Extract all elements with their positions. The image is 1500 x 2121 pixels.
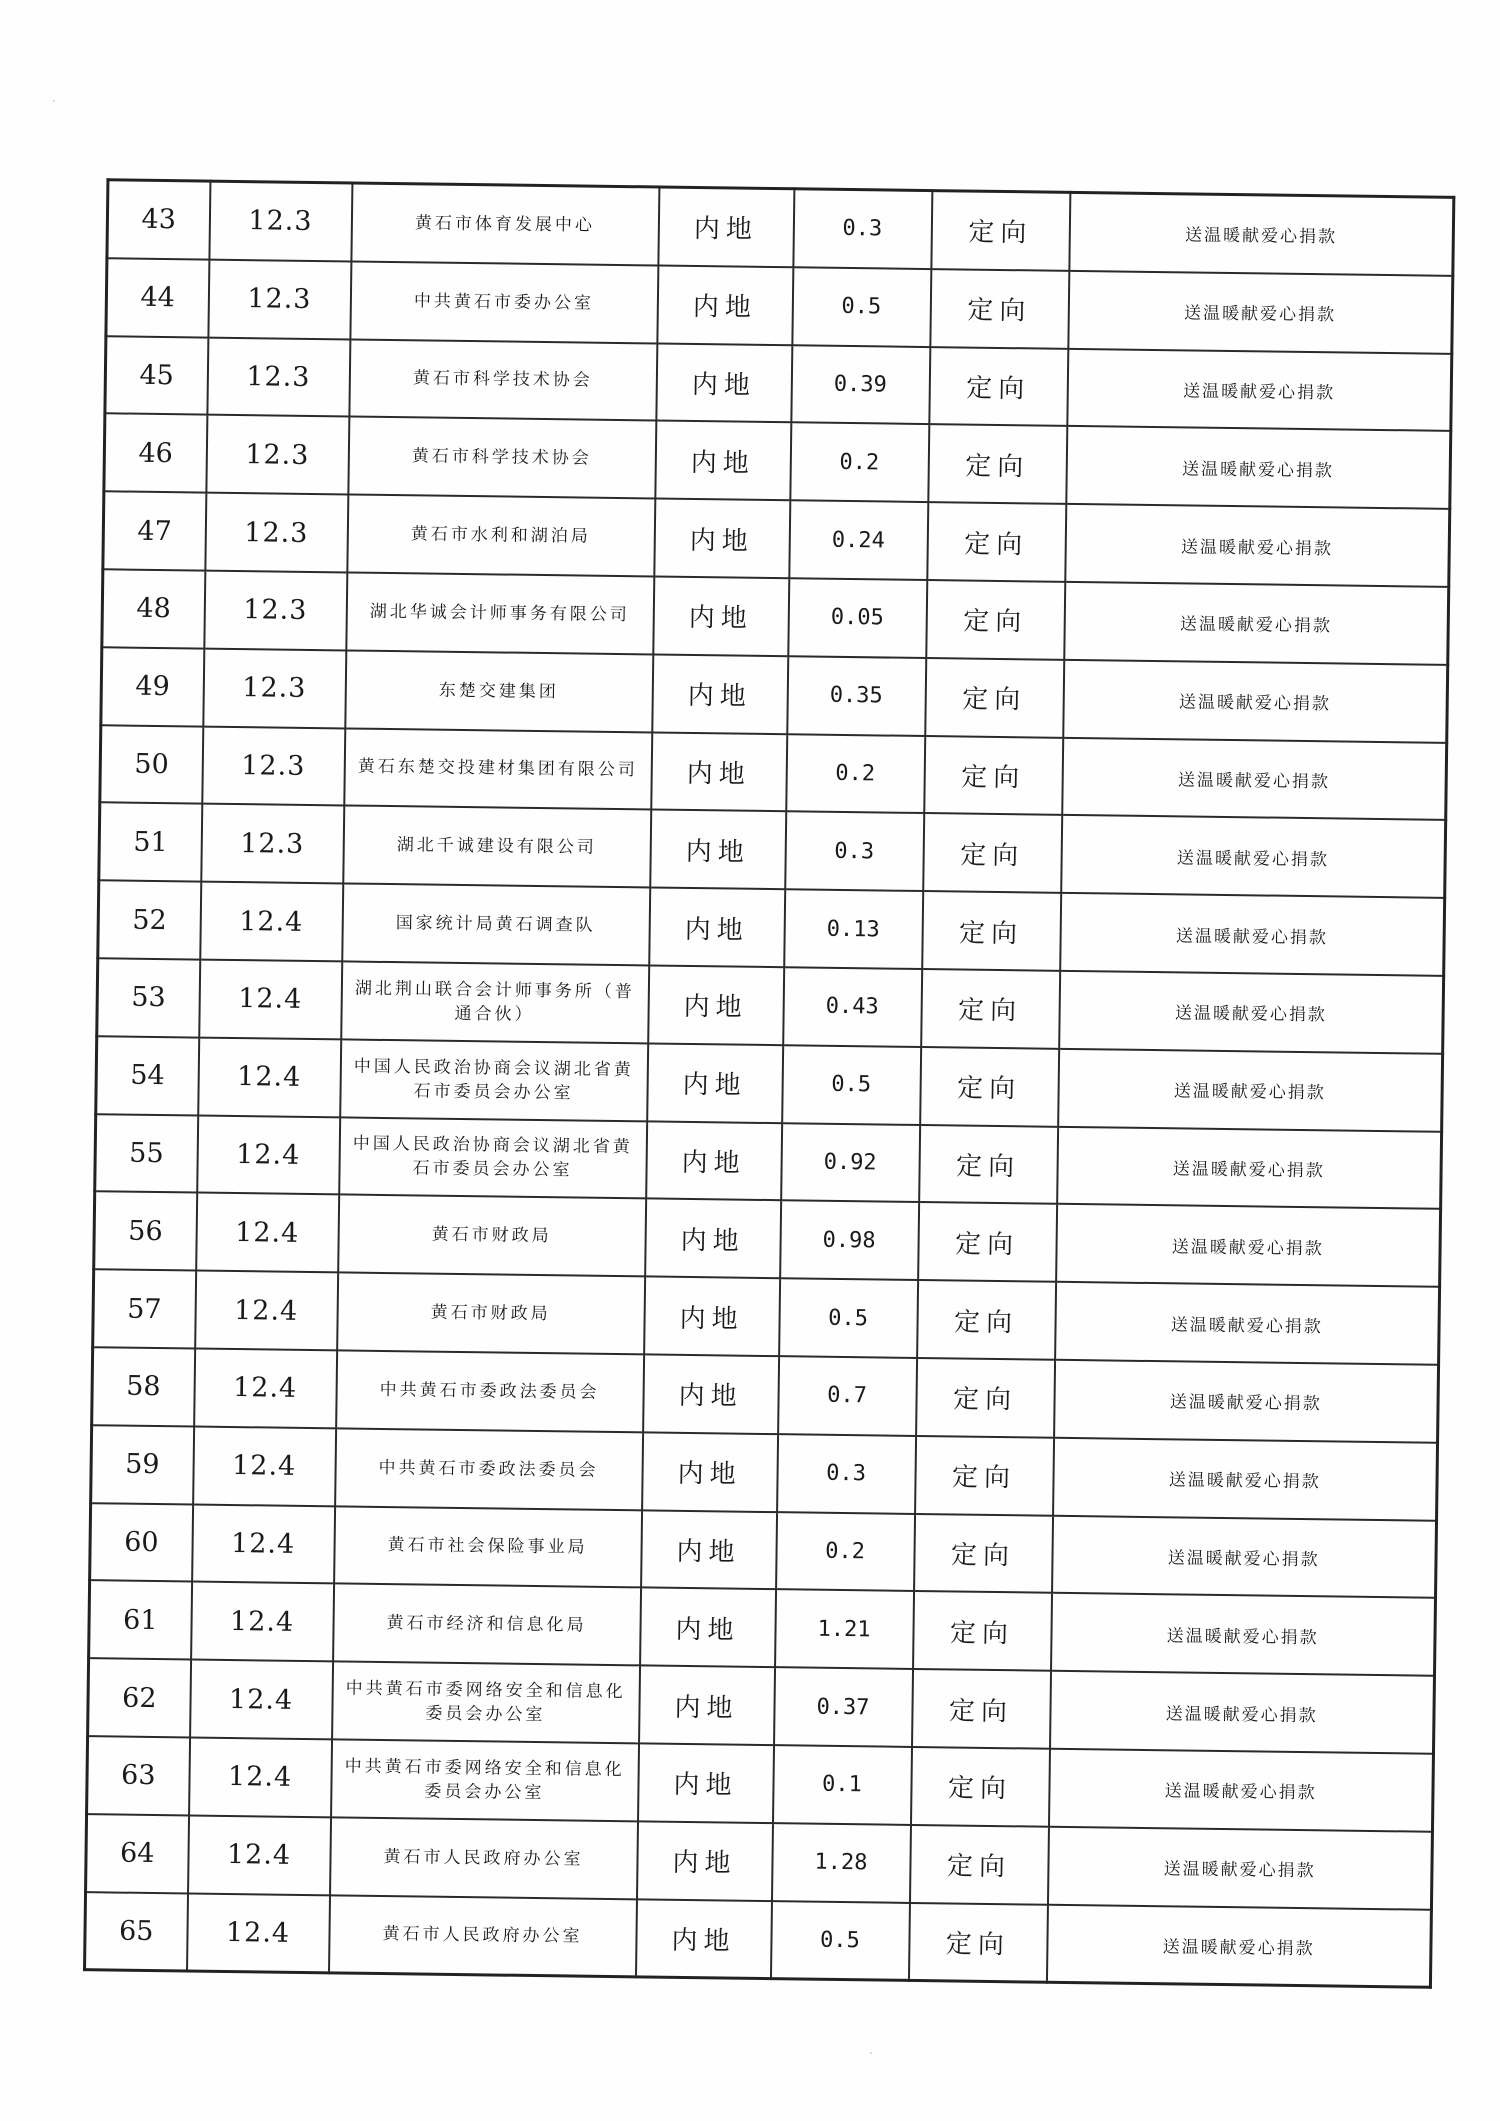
donor-region: 内地	[640, 1588, 776, 1668]
donation-date: 12.4	[196, 1193, 339, 1273]
donor-region: 内地	[649, 888, 785, 968]
donation-type: 定向	[931, 191, 1070, 271]
donation-amount: 0.2	[776, 1512, 915, 1592]
donor-region: 内地	[647, 1043, 783, 1123]
donation-purpose: 送温暖献爱心捐款	[1059, 971, 1444, 1054]
donor-region: 内地	[639, 1666, 775, 1746]
donation-type: 定向	[928, 424, 1067, 504]
donation-purpose: 送温暖献爱心捐款	[1048, 1749, 1433, 1832]
row-number: 44	[106, 258, 209, 337]
donation-purpose: 送温暖献爱心捐款	[1060, 893, 1445, 976]
donation-table-body	[85, 180, 1454, 1988]
row-number: 54	[96, 1036, 199, 1115]
row-number: 48	[102, 569, 205, 648]
donation-type: 定向	[910, 1747, 1049, 1827]
donation-amount: 0.13	[784, 889, 923, 969]
donor-organization: 中共黄石市委网络安全和信息化委员会办公室	[332, 1661, 640, 1743]
donor-region: 内地	[637, 1821, 773, 1901]
donor-region: 内地	[653, 576, 789, 656]
donor-region: 内地	[646, 1121, 782, 1201]
donation-type: 定向	[909, 1825, 1048, 1905]
donation-type: 定向	[914, 1514, 1053, 1594]
donation-purpose: 送温暖献爱心捐款	[1069, 192, 1454, 275]
donation-amount: 0.3	[785, 812, 924, 892]
donation-purpose: 送温暖献爱心捐款	[1066, 426, 1451, 509]
donor-organization: 黄石市水利和湖泊局	[347, 495, 655, 577]
donation-date: 12.4	[198, 1037, 341, 1117]
donation-type: 定向	[919, 1125, 1058, 1205]
row-number: 46	[104, 414, 207, 493]
donation-date: 12.3	[208, 259, 351, 339]
donation-type: 定向	[912, 1669, 1051, 1749]
donation-purpose: 送温暖献爱心捐款	[1068, 271, 1453, 354]
row-number: 58	[92, 1347, 195, 1426]
donor-region: 内地	[656, 343, 792, 423]
donation-amount: 0.2	[786, 734, 925, 814]
donation-type: 定向	[916, 1358, 1055, 1438]
donation-amount: 1.21	[775, 1589, 914, 1669]
donor-region: 内地	[644, 1277, 780, 1357]
donor-organization: 黄石市科学技术协会	[348, 417, 656, 499]
donation-amount: 0.1	[773, 1745, 912, 1825]
donor-region: 内地	[641, 1510, 777, 1590]
donation-type: 定向	[930, 269, 1069, 349]
donor-organization: 中共黄石市委政法委员会	[336, 1350, 644, 1432]
donor-organization: 黄石市财政局	[337, 1273, 645, 1355]
donor-region: 内地	[655, 421, 791, 501]
donation-amount: 0.35	[787, 656, 926, 736]
donation-amount: 0.5	[792, 267, 931, 347]
donation-purpose: 送温暖献爱心捐款	[1057, 1126, 1442, 1209]
donation-date: 12.4	[195, 1271, 338, 1351]
donation-purpose: 送温暖献爱心捐款	[1052, 1515, 1437, 1598]
row-number: 63	[87, 1736, 190, 1815]
donor-organization: 黄石市人民政府办公室	[329, 1895, 637, 1977]
donation-amount: 0.24	[789, 500, 928, 580]
donor-organization: 黄石市经济和信息化局	[333, 1584, 641, 1666]
donation-date: 12.4	[193, 1426, 336, 1506]
row-number: 61	[89, 1581, 192, 1660]
donation-date: 12.4	[192, 1504, 335, 1584]
row-number: 56	[94, 1192, 197, 1271]
donation-purpose: 送温暖献爱心捐款	[1056, 1204, 1441, 1287]
donor-organization: 黄石东楚交投建材集团有限公司	[344, 728, 652, 810]
donation-purpose: 送温暖献爱心捐款	[1065, 504, 1450, 587]
donation-date: 12.4	[191, 1582, 334, 1662]
donation-purpose: 送温暖献爱心捐款	[1062, 737, 1447, 820]
donation-date: 12.3	[202, 726, 345, 806]
row-number: 57	[93, 1269, 196, 1348]
donation-date: 12.3	[205, 493, 348, 573]
donation-amount: 0.2	[790, 423, 929, 503]
donation-date: 12.3	[203, 648, 346, 728]
donation-date: 12.4	[190, 1660, 333, 1740]
donation-purpose: 送温暖献爱心捐款	[1047, 1826, 1432, 1909]
donation-date: 12.3	[209, 181, 352, 261]
donor-region: 内地	[648, 965, 784, 1045]
donation-table	[83, 178, 1455, 1989]
donation-type: 定向	[920, 1047, 1059, 1127]
donor-region: 内地	[650, 810, 786, 890]
donation-purpose: 送温暖献爱心捐款	[1061, 815, 1446, 898]
donation-type: 定向	[922, 891, 1061, 971]
donation-type: 定向	[924, 736, 1063, 816]
donor-region: 内地	[642, 1432, 778, 1512]
donor-region: 内地	[645, 1199, 781, 1279]
donation-type: 定向	[923, 813, 1062, 893]
donation-purpose: 送温暖献爱心捐款	[1053, 1438, 1438, 1521]
donor-organization: 中国人民政治协商会议湖北省黄石市委员会办公室	[339, 1117, 647, 1199]
donor-region: 内地	[638, 1743, 774, 1823]
row-number: 45	[105, 336, 208, 415]
donation-type: 定向	[926, 580, 1065, 660]
donation-purpose: 送温暖献爱心捐款	[1051, 1593, 1436, 1676]
donor-organization: 湖北华诚会计师事务有限公司	[346, 572, 654, 654]
row-number: 53	[97, 958, 200, 1037]
row-number: 49	[101, 647, 204, 726]
donation-type: 定向	[925, 658, 1064, 738]
donation-date: 12.4	[199, 960, 342, 1040]
donation-table-container	[84, 178, 1453, 1961]
donation-purpose: 送温暖献爱心捐款	[1055, 1282, 1440, 1365]
donation-date: 12.4	[188, 1815, 331, 1895]
row-number: 60	[90, 1503, 193, 1582]
donation-date: 12.4	[200, 882, 343, 962]
donor-organization: 黄石市人民政府办公室	[330, 1817, 638, 1899]
donor-organization: 中共黄石市委网络安全和信息化委员会办公室	[331, 1739, 639, 1821]
donation-purpose: 送温暖献爱心捐款	[1064, 582, 1449, 665]
donation-amount: 0.05	[788, 578, 927, 658]
donor-region: 内地	[643, 1354, 779, 1434]
donor-region: 内地	[658, 187, 794, 267]
row-number: 52	[98, 880, 201, 959]
donor-organization: 黄石市财政局	[338, 1195, 646, 1277]
donation-amount: 0.3	[793, 189, 932, 269]
donor-organization: 中共黄石市委政法委员会	[335, 1428, 643, 1510]
donation-date: 12.3	[204, 571, 347, 651]
row-number: 59	[91, 1425, 194, 1504]
donation-type: 定向	[918, 1202, 1057, 1282]
donation-amount: 0.3	[777, 1434, 916, 1514]
donation-amount: 0.37	[774, 1667, 913, 1747]
row-number: 50	[100, 725, 203, 804]
donation-type: 定向	[929, 347, 1068, 427]
donation-type: 定向	[917, 1280, 1056, 1360]
donor-organization: 国家统计局黄石调查队	[342, 884, 650, 966]
donor-region: 内地	[657, 265, 793, 345]
donation-purpose: 送温暖献爱心捐款	[1063, 660, 1448, 743]
donation-type: 定向	[908, 1902, 1047, 1982]
row-number: 62	[88, 1658, 191, 1737]
row-number: 55	[95, 1114, 198, 1193]
donation-date: 12.4	[197, 1115, 340, 1195]
row-number: 65	[85, 1892, 188, 1972]
donation-purpose: 送温暖献爱心捐款	[1058, 1049, 1443, 1132]
donation-date: 12.4	[187, 1893, 330, 1973]
donation-purpose: 送温暖献爱心捐款	[1067, 348, 1452, 431]
row-number: 43	[107, 180, 210, 260]
donation-amount: 0.5	[770, 1901, 909, 1981]
donor-organization: 黄石市体育发展中心	[351, 183, 659, 265]
donor-organization: 黄石市社会保险事业局	[334, 1506, 642, 1588]
scan-speck	[53, 100, 55, 102]
donation-type: 定向	[913, 1591, 1052, 1671]
donation-purpose: 送温暖献爱心捐款	[1046, 1904, 1431, 1987]
donation-date: 12.3	[207, 337, 350, 417]
donation-date: 12.3	[201, 804, 344, 884]
donation-date: 12.3	[206, 415, 349, 495]
donation-amount: 0.98	[780, 1201, 919, 1281]
donor-organization: 黄石市科学技术协会	[349, 339, 657, 421]
donation-amount: 0.43	[783, 967, 922, 1047]
donation-date: 12.4	[189, 1737, 332, 1817]
row-number: 64	[86, 1814, 189, 1893]
donation-type: 定向	[915, 1436, 1054, 1516]
donation-amount: 0.5	[779, 1278, 918, 1358]
table-row	[85, 1892, 1432, 1988]
donor-region: 内地	[651, 732, 787, 812]
donation-type: 定向	[921, 969, 1060, 1049]
donor-organization: 中国人民政治协商会议湖北省黄石市委员会办公室	[340, 1039, 648, 1121]
donation-type: 定向	[927, 502, 1066, 582]
donor-organization: 湖北荆山联合会计师事务所（普通合伙）	[341, 961, 649, 1043]
donation-purpose: 送温暖献爱心捐款	[1050, 1671, 1435, 1754]
donation-purpose: 送温暖献爱心捐款	[1054, 1360, 1439, 1443]
scan-speck	[870, 2052, 872, 2054]
donation-amount: 0.39	[791, 345, 930, 425]
donor-organization: 东楚交建集团	[345, 650, 653, 732]
donor-organization: 湖北千诚建设有限公司	[343, 806, 651, 888]
donation-amount: 0.7	[778, 1356, 917, 1436]
donor-region: 内地	[652, 654, 788, 734]
donation-amount: 0.92	[781, 1123, 920, 1203]
donation-date: 12.4	[194, 1348, 337, 1428]
row-number: 47	[103, 491, 206, 570]
donation-amount: 0.5	[782, 1045, 921, 1125]
donation-amount: 1.28	[771, 1823, 910, 1903]
row-number: 51	[99, 803, 202, 882]
donor-region: 内地	[654, 499, 790, 579]
donor-region: 内地	[635, 1899, 771, 1979]
donor-organization: 中共黄石市委办公室	[350, 261, 658, 343]
